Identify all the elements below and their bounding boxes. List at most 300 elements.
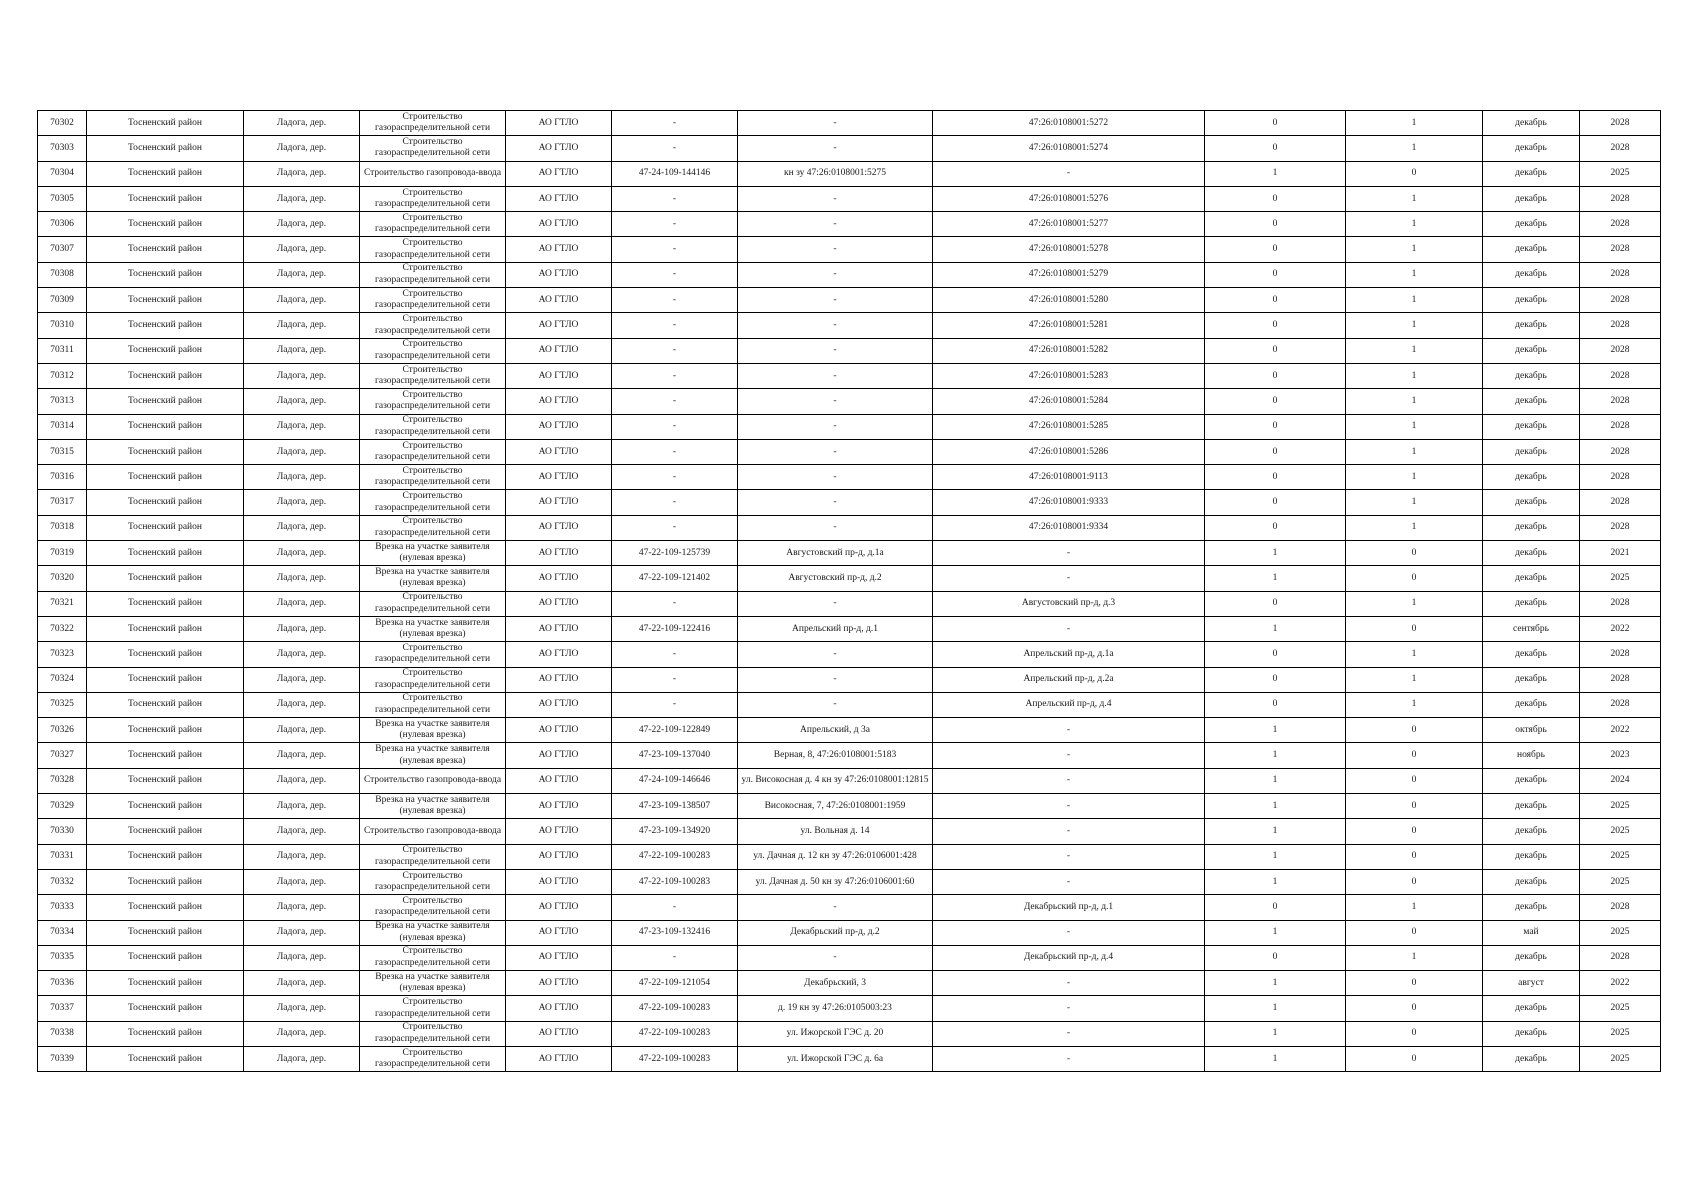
cell-number: 70339 xyxy=(38,1046,87,1071)
cell-count-a: 0 xyxy=(1205,313,1346,338)
cell-count-a: 0 xyxy=(1205,363,1346,388)
cell-month: декабрь xyxy=(1483,1046,1580,1071)
cell-district: Тосненский район xyxy=(87,465,244,490)
cell-address: ул. Ижорской ГЭС д. 6а xyxy=(738,1046,933,1071)
cell-application-number: 47-23-109-137040 xyxy=(612,743,738,768)
cell-work-type: Строительство газораспределительной сети xyxy=(360,439,506,464)
cell-count-b: 1 xyxy=(1346,389,1483,414)
cell-address: - xyxy=(738,136,933,161)
cell-count-b: 1 xyxy=(1346,490,1483,515)
table-row xyxy=(38,288,1661,313)
cell-number: 70334 xyxy=(38,920,87,945)
cell-address: Апрельский пр-д, д.1 xyxy=(738,616,933,641)
cell-number: 70319 xyxy=(38,541,87,566)
table-row xyxy=(38,186,1661,211)
table-row xyxy=(38,541,1661,566)
cell-district: Тосненский район xyxy=(87,237,244,262)
cell-cadastral-number: - xyxy=(933,819,1205,844)
cell-month: декабрь xyxy=(1483,288,1580,313)
cell-number: 70317 xyxy=(38,490,87,515)
cell-district: Тосненский район xyxy=(87,667,244,692)
cell-number: 70310 xyxy=(38,313,87,338)
cell-work-type: Строительство газораспределительной сети xyxy=(360,111,506,136)
table-row xyxy=(38,616,1661,641)
table-row xyxy=(38,262,1661,287)
cell-count-b: 0 xyxy=(1346,971,1483,996)
cell-year: 2028 xyxy=(1580,591,1661,616)
table-row xyxy=(38,389,1661,414)
cell-count-a: 1 xyxy=(1205,616,1346,641)
cell-count-a: 0 xyxy=(1205,439,1346,464)
cell-work-type: Строительство газораспределительной сети xyxy=(360,288,506,313)
cell-cadastral-number: Декабрьский пр-д, д.4 xyxy=(933,945,1205,970)
cell-cadastral-number: - xyxy=(933,1021,1205,1046)
cell-count-a: 1 xyxy=(1205,996,1346,1021)
table-row xyxy=(38,439,1661,464)
cell-work-type: Врезка на участке заявителя (нулевая врезка) xyxy=(360,541,506,566)
cell-number: 70314 xyxy=(38,414,87,439)
cell-number: 70332 xyxy=(38,869,87,894)
cell-application-number: 47-22-109-100283 xyxy=(612,844,738,869)
cell-year: 2025 xyxy=(1580,844,1661,869)
cell-cadastral-number: 47:26:0108001:5284 xyxy=(933,389,1205,414)
cell-year: 2028 xyxy=(1580,490,1661,515)
cell-application-number: - xyxy=(612,338,738,363)
cell-count-b: 1 xyxy=(1346,439,1483,464)
cell-year: 2025 xyxy=(1580,819,1661,844)
cell-organization: АО ГТЛО xyxy=(506,718,612,743)
cell-address: - xyxy=(738,313,933,338)
cell-count-a: 1 xyxy=(1205,920,1346,945)
cell-count-b: 1 xyxy=(1346,363,1483,388)
cell-application-number: 47-22-109-121402 xyxy=(612,566,738,591)
cell-year: 2028 xyxy=(1580,288,1661,313)
cell-year: 2028 xyxy=(1580,363,1661,388)
cell-application-number: 47-22-109-122849 xyxy=(612,718,738,743)
cell-organization: АО ГТЛО xyxy=(506,363,612,388)
cell-cadastral-number: - xyxy=(933,920,1205,945)
cell-organization: АО ГТЛО xyxy=(506,591,612,616)
cell-month: декабрь xyxy=(1483,363,1580,388)
cell-district: Тосненский район xyxy=(87,743,244,768)
table-row xyxy=(38,945,1661,970)
cell-settlement: Ладога, дер. xyxy=(244,1021,360,1046)
cell-district: Тосненский район xyxy=(87,895,244,920)
cell-number: 70321 xyxy=(38,591,87,616)
cell-number: 70323 xyxy=(38,642,87,667)
cell-count-b: 0 xyxy=(1346,920,1483,945)
cell-work-type: Строительство газораспределительной сети xyxy=(360,465,506,490)
cell-address: Високосная, 7, 47:26:0108001:1959 xyxy=(738,794,933,819)
cell-year: 2021 xyxy=(1580,541,1661,566)
cell-count-a: 0 xyxy=(1205,414,1346,439)
cell-month: декабрь xyxy=(1483,212,1580,237)
cell-year: 2028 xyxy=(1580,136,1661,161)
cell-count-a: 0 xyxy=(1205,465,1346,490)
cell-organization: АО ГТЛО xyxy=(506,313,612,338)
cell-count-a: 0 xyxy=(1205,945,1346,970)
cell-count-a: 0 xyxy=(1205,692,1346,717)
cell-count-b: 1 xyxy=(1346,465,1483,490)
cell-month: декабрь xyxy=(1483,515,1580,540)
cell-number: 70338 xyxy=(38,1021,87,1046)
table-row xyxy=(38,642,1661,667)
cell-settlement: Ладога, дер. xyxy=(244,895,360,920)
cell-work-type: Врезка на участке заявителя (нулевая врезка) xyxy=(360,794,506,819)
cell-district: Тосненский район xyxy=(87,844,244,869)
cell-number: 70325 xyxy=(38,692,87,717)
cell-settlement: Ладога, дер. xyxy=(244,288,360,313)
cell-organization: АО ГТЛО xyxy=(506,743,612,768)
cell-month: декабрь xyxy=(1483,895,1580,920)
cell-application-number: - xyxy=(612,515,738,540)
cell-organization: АО ГТЛО xyxy=(506,768,612,793)
cell-month: декабрь xyxy=(1483,1021,1580,1046)
cell-count-b: 0 xyxy=(1346,718,1483,743)
cell-settlement: Ладога, дер. xyxy=(244,566,360,591)
cell-address: - xyxy=(738,515,933,540)
cell-application-number: 47-22-109-100283 xyxy=(612,1046,738,1071)
cell-district: Тосненский район xyxy=(87,136,244,161)
cell-month: декабрь xyxy=(1483,465,1580,490)
cell-cadastral-number: - xyxy=(933,844,1205,869)
cell-number: 70330 xyxy=(38,819,87,844)
cell-work-type: Строительство газораспределительной сети xyxy=(360,1046,506,1071)
cell-work-type: Строительство газораспределительной сети xyxy=(360,363,506,388)
table-row xyxy=(38,566,1661,591)
table-row xyxy=(38,692,1661,717)
table-row xyxy=(38,996,1661,1021)
cell-settlement: Ладога, дер. xyxy=(244,616,360,641)
cell-district: Тосненский район xyxy=(87,111,244,136)
registry-table xyxy=(37,110,1661,1072)
cell-district: Тосненский район xyxy=(87,945,244,970)
cell-count-b: 1 xyxy=(1346,136,1483,161)
cell-count-a: 0 xyxy=(1205,642,1346,667)
cell-address: - xyxy=(738,591,933,616)
cell-district: Тосненский район xyxy=(87,566,244,591)
cell-work-type: Врезка на участке заявителя (нулевая врезка) xyxy=(360,971,506,996)
cell-district: Тосненский район xyxy=(87,869,244,894)
cell-count-b: 0 xyxy=(1346,161,1483,186)
cell-organization: АО ГТЛО xyxy=(506,869,612,894)
cell-cadastral-number: Апрельский пр-д, д.1а xyxy=(933,642,1205,667)
cell-settlement: Ладога, дер. xyxy=(244,161,360,186)
table-row xyxy=(38,465,1661,490)
cell-number: 70337 xyxy=(38,996,87,1021)
cell-number: 70302 xyxy=(38,111,87,136)
cell-organization: АО ГТЛО xyxy=(506,566,612,591)
cell-address: Верная, 8, 47:26:0108001:5183 xyxy=(738,743,933,768)
cell-organization: АО ГТЛО xyxy=(506,136,612,161)
cell-work-type: Строительство газораспределительной сети xyxy=(360,996,506,1021)
table-row xyxy=(38,718,1661,743)
cell-address: д. 19 кн зу 47:26:0105003:23 xyxy=(738,996,933,1021)
cell-month: декабрь xyxy=(1483,313,1580,338)
cell-application-number: - xyxy=(612,237,738,262)
cell-count-a: 1 xyxy=(1205,541,1346,566)
cell-district: Тосненский район xyxy=(87,616,244,641)
cell-number: 70307 xyxy=(38,237,87,262)
cell-count-a: 0 xyxy=(1205,895,1346,920)
cell-cadastral-number: - xyxy=(933,768,1205,793)
cell-work-type: Строительство газораспределительной сети xyxy=(360,515,506,540)
table-row xyxy=(38,971,1661,996)
cell-district: Тосненский район xyxy=(87,1046,244,1071)
cell-organization: АО ГТЛО xyxy=(506,414,612,439)
cell-number: 70336 xyxy=(38,971,87,996)
table-row xyxy=(38,414,1661,439)
cell-number: 70320 xyxy=(38,566,87,591)
cell-application-number: - xyxy=(612,389,738,414)
cell-count-a: 1 xyxy=(1205,743,1346,768)
cell-number: 70313 xyxy=(38,389,87,414)
cell-settlement: Ладога, дер. xyxy=(244,667,360,692)
cell-organization: АО ГТЛО xyxy=(506,642,612,667)
cell-count-b: 1 xyxy=(1346,111,1483,136)
cell-count-a: 0 xyxy=(1205,136,1346,161)
table-row xyxy=(38,237,1661,262)
cell-month: декабрь xyxy=(1483,667,1580,692)
cell-address: Апрельский, д 3а xyxy=(738,718,933,743)
cell-number: 70331 xyxy=(38,844,87,869)
cell-year: 2023 xyxy=(1580,743,1661,768)
cell-year: 2028 xyxy=(1580,262,1661,287)
cell-cadastral-number: - xyxy=(933,566,1205,591)
cell-count-b: 0 xyxy=(1346,869,1483,894)
cell-organization: АО ГТЛО xyxy=(506,338,612,363)
cell-cadastral-number: - xyxy=(933,794,1205,819)
cell-district: Тосненский район xyxy=(87,920,244,945)
cell-address: ул. Дачная д. 12 кн зу 47:26:0106001:428 xyxy=(738,844,933,869)
cell-application-number: - xyxy=(612,692,738,717)
cell-cadastral-number: Декабрьский пр-д, д.1 xyxy=(933,895,1205,920)
cell-count-b: 1 xyxy=(1346,186,1483,211)
cell-district: Тосненский район xyxy=(87,591,244,616)
cell-work-type: Строительство газораспределительной сети xyxy=(360,136,506,161)
table-row xyxy=(38,1046,1661,1071)
cell-settlement: Ладога, дер. xyxy=(244,262,360,287)
table-row xyxy=(38,136,1661,161)
cell-district: Тосненский район xyxy=(87,262,244,287)
cell-settlement: Ладога, дер. xyxy=(244,971,360,996)
cell-year: 2028 xyxy=(1580,237,1661,262)
cell-month: ноябрь xyxy=(1483,743,1580,768)
cell-month: декабрь xyxy=(1483,541,1580,566)
cell-year: 2025 xyxy=(1580,920,1661,945)
cell-cadastral-number: 47:26:0108001:5279 xyxy=(933,262,1205,287)
cell-settlement: Ладога, дер. xyxy=(244,338,360,363)
cell-address: кн зу 47:26:0108001:5275 xyxy=(738,161,933,186)
cell-month: август xyxy=(1483,971,1580,996)
cell-cadastral-number: 47:26:0108001:9333 xyxy=(933,490,1205,515)
cell-organization: АО ГТЛО xyxy=(506,819,612,844)
cell-number: 70306 xyxy=(38,212,87,237)
cell-cadastral-number: 47:26:0108001:5285 xyxy=(933,414,1205,439)
cell-application-number: - xyxy=(612,642,738,667)
cell-application-number: - xyxy=(612,363,738,388)
cell-count-a: 1 xyxy=(1205,971,1346,996)
table-row xyxy=(38,794,1661,819)
cell-count-b: 0 xyxy=(1346,1021,1483,1046)
cell-settlement: Ладога, дер. xyxy=(244,996,360,1021)
cell-organization: АО ГТЛО xyxy=(506,262,612,287)
cell-month: декабрь xyxy=(1483,566,1580,591)
cell-organization: АО ГТЛО xyxy=(506,996,612,1021)
cell-settlement: Ладога, дер. xyxy=(244,414,360,439)
cell-application-number: 47-23-109-132416 xyxy=(612,920,738,945)
cell-organization: АО ГТЛО xyxy=(506,212,612,237)
cell-organization: АО ГТЛО xyxy=(506,920,612,945)
cell-cadastral-number: 47:26:0108001:5282 xyxy=(933,338,1205,363)
cell-year: 2028 xyxy=(1580,642,1661,667)
cell-settlement: Ладога, дер. xyxy=(244,1046,360,1071)
cell-count-a: 0 xyxy=(1205,212,1346,237)
cell-number: 70316 xyxy=(38,465,87,490)
cell-organization: АО ГТЛО xyxy=(506,439,612,464)
cell-count-b: 1 xyxy=(1346,262,1483,287)
cell-work-type: Строительство газораспределительной сети xyxy=(360,389,506,414)
cell-settlement: Ладога, дер. xyxy=(244,920,360,945)
cell-month: декабрь xyxy=(1483,591,1580,616)
cell-settlement: Ладога, дер. xyxy=(244,111,360,136)
cell-year: 2028 xyxy=(1580,338,1661,363)
cell-count-b: 1 xyxy=(1346,591,1483,616)
table-row xyxy=(38,313,1661,338)
table-row xyxy=(38,212,1661,237)
cell-district: Тосненский район xyxy=(87,490,244,515)
cell-year: 2028 xyxy=(1580,945,1661,970)
cell-address: Августовский пр-д, д.2 xyxy=(738,566,933,591)
cell-settlement: Ладога, дер. xyxy=(244,515,360,540)
cell-address: - xyxy=(738,692,933,717)
cell-year: 2025 xyxy=(1580,1021,1661,1046)
cell-work-type: Строительство газораспределительной сети xyxy=(360,1021,506,1046)
cell-work-type: Строительство газораспределительной сети xyxy=(360,186,506,211)
cell-cadastral-number: Августовский пр-д, д.3 xyxy=(933,591,1205,616)
cell-number: 70315 xyxy=(38,439,87,464)
cell-address: - xyxy=(738,439,933,464)
cell-year: 2024 xyxy=(1580,768,1661,793)
cell-district: Тосненский район xyxy=(87,1021,244,1046)
cell-district: Тосненский район xyxy=(87,186,244,211)
table-row xyxy=(38,844,1661,869)
cell-settlement: Ладога, дер. xyxy=(244,490,360,515)
cell-organization: АО ГТЛО xyxy=(506,895,612,920)
cell-year: 2025 xyxy=(1580,794,1661,819)
cell-work-type: Врезка на участке заявителя (нулевая врезка) xyxy=(360,616,506,641)
cell-count-b: 1 xyxy=(1346,667,1483,692)
cell-settlement: Ладога, дер. xyxy=(244,945,360,970)
cell-organization: АО ГТЛО xyxy=(506,465,612,490)
cell-application-number: 47-22-109-121054 xyxy=(612,971,738,996)
table-row xyxy=(38,667,1661,692)
cell-month: сентябрь xyxy=(1483,616,1580,641)
cell-address: - xyxy=(738,338,933,363)
cell-number: 70305 xyxy=(38,186,87,211)
cell-number: 70335 xyxy=(38,945,87,970)
cell-settlement: Ладога, дер. xyxy=(244,718,360,743)
cell-work-type: Строительство газораспределительной сети xyxy=(360,490,506,515)
cell-district: Тосненский район xyxy=(87,768,244,793)
cell-address: - xyxy=(738,186,933,211)
table-row xyxy=(38,920,1661,945)
cell-count-a: 0 xyxy=(1205,389,1346,414)
cell-application-number: 47-22-109-125739 xyxy=(612,541,738,566)
cell-cadastral-number: 47:26:0108001:9334 xyxy=(933,515,1205,540)
cell-count-b: 0 xyxy=(1346,794,1483,819)
cell-work-type: Строительство газораспределительной сети xyxy=(360,591,506,616)
cell-count-b: 0 xyxy=(1346,616,1483,641)
cell-number: 70308 xyxy=(38,262,87,287)
cell-cadastral-number: 47:26:0108001:5278 xyxy=(933,237,1205,262)
cell-work-type: Строительство газораспределительной сети xyxy=(360,869,506,894)
cell-district: Тосненский район xyxy=(87,515,244,540)
cell-number: 70326 xyxy=(38,718,87,743)
cell-district: Тосненский район xyxy=(87,692,244,717)
cell-cadastral-number: 47:26:0108001:5276 xyxy=(933,186,1205,211)
cell-application-number: - xyxy=(612,212,738,237)
cell-organization: АО ГТЛО xyxy=(506,490,612,515)
cell-settlement: Ладога, дер. xyxy=(244,869,360,894)
cell-count-a: 0 xyxy=(1205,338,1346,363)
cell-number: 70327 xyxy=(38,743,87,768)
table-row xyxy=(38,819,1661,844)
cell-organization: АО ГТЛО xyxy=(506,288,612,313)
cell-count-a: 0 xyxy=(1205,237,1346,262)
cell-count-a: 1 xyxy=(1205,718,1346,743)
cell-month: декабрь xyxy=(1483,389,1580,414)
cell-number: 70309 xyxy=(38,288,87,313)
cell-work-type: Строительство газораспределительной сети xyxy=(360,313,506,338)
cell-organization: АО ГТЛО xyxy=(506,186,612,211)
cell-organization: АО ГТЛО xyxy=(506,971,612,996)
cell-count-b: 0 xyxy=(1346,566,1483,591)
cell-year: 2028 xyxy=(1580,414,1661,439)
cell-district: Тосненский район xyxy=(87,971,244,996)
cell-application-number: - xyxy=(612,439,738,464)
cell-number: 70304 xyxy=(38,161,87,186)
cell-year: 2028 xyxy=(1580,515,1661,540)
cell-number: 70328 xyxy=(38,768,87,793)
cell-organization: АО ГТЛО xyxy=(506,794,612,819)
cell-address: - xyxy=(738,895,933,920)
cell-count-a: 1 xyxy=(1205,1046,1346,1071)
cell-year: 2025 xyxy=(1580,996,1661,1021)
cell-year: 2022 xyxy=(1580,971,1661,996)
cell-year: 2028 xyxy=(1580,667,1661,692)
cell-application-number: 47-22-109-100283 xyxy=(612,869,738,894)
cell-month: декабрь xyxy=(1483,819,1580,844)
cell-month: декабрь xyxy=(1483,186,1580,211)
cell-settlement: Ладога, дер. xyxy=(244,844,360,869)
cell-district: Тосненский район xyxy=(87,541,244,566)
cell-work-type: Строительство газораспределительной сети xyxy=(360,212,506,237)
cell-organization: АО ГТЛО xyxy=(506,515,612,540)
cell-count-b: 1 xyxy=(1346,945,1483,970)
cell-work-type: Строительство газораспределительной сети xyxy=(360,844,506,869)
cell-count-b: 1 xyxy=(1346,515,1483,540)
cell-application-number: 47-24-109-146646 xyxy=(612,768,738,793)
cell-settlement: Ладога, дер. xyxy=(244,819,360,844)
cell-number: 70329 xyxy=(38,794,87,819)
cell-cadastral-number: - xyxy=(933,971,1205,996)
cell-settlement: Ладога, дер. xyxy=(244,363,360,388)
table-row xyxy=(38,869,1661,894)
cell-application-number: - xyxy=(612,313,738,338)
cell-work-type: Врезка на участке заявителя (нулевая врезка) xyxy=(360,920,506,945)
registry-sheet xyxy=(37,110,1660,1072)
